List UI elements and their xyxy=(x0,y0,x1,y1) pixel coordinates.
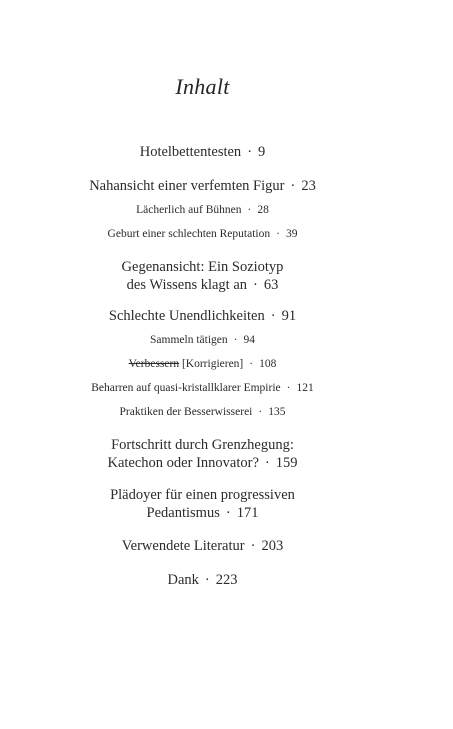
entry-page: 135 xyxy=(268,406,286,418)
separator: · xyxy=(233,334,238,346)
separator: · xyxy=(264,455,270,471)
toc-entry-line1 xyxy=(0,486,405,505)
entry-page: 63 xyxy=(263,277,279,293)
entry-title-continued: des Wissens klagt an xyxy=(126,277,248,293)
toc-subentry xyxy=(0,381,405,396)
entry-page: 108 xyxy=(259,358,277,370)
toc-subentry xyxy=(0,227,405,242)
toc-entry xyxy=(0,307,405,326)
entry-title: Lächerlich auf Bühnen xyxy=(136,204,242,216)
entry-page: 171 xyxy=(236,505,259,521)
toc-subentry xyxy=(0,333,405,348)
toc-entry xyxy=(0,143,405,162)
toc-entry xyxy=(0,177,405,196)
separator: · xyxy=(204,572,210,588)
separator: · xyxy=(276,228,280,240)
separator: · xyxy=(270,308,276,324)
entry-page: 91 xyxy=(281,308,297,324)
entry-page: 23 xyxy=(301,178,316,194)
separator: · xyxy=(253,277,258,293)
toc-subentry xyxy=(0,357,405,372)
entry-title: Hotelbettentesten xyxy=(139,144,242,160)
toc-title: Inhalt xyxy=(175,74,230,99)
toc-entry-line2 xyxy=(0,276,405,295)
entry-title: Praktiken der Besserwisserei xyxy=(119,406,253,418)
entry-title: [Korrigieren] xyxy=(181,358,244,370)
toc-subentry xyxy=(0,405,405,420)
separator: · xyxy=(286,382,291,394)
separator: · xyxy=(247,204,252,216)
separator: · xyxy=(258,406,263,418)
entry-page: 39 xyxy=(285,228,298,240)
entry-page: 94 xyxy=(243,334,255,346)
toc-entry-line2 xyxy=(0,504,405,523)
entry-title: Plädoyer für einen progressiven xyxy=(110,487,295,503)
struck-word: Verbessern xyxy=(128,358,180,370)
entry-page: 203 xyxy=(261,538,284,554)
entry-title: Verwendete Literatur xyxy=(121,538,245,554)
entry-title: Sammeln tätigen xyxy=(150,334,228,346)
separator: · xyxy=(225,505,231,521)
entry-title: Geburt einer schlechten Reputation xyxy=(107,228,271,240)
entry-title-continued: Pedantismus xyxy=(146,505,220,521)
separator: · xyxy=(249,358,254,370)
entry-title: Nahansicht einer verfemten Figur xyxy=(89,178,285,194)
entry-page: 159 xyxy=(275,455,298,471)
entry-title: Dank xyxy=(167,572,199,588)
toc-entry xyxy=(0,537,405,556)
toc-entry-line2 xyxy=(0,454,405,473)
separator: · xyxy=(247,144,253,160)
toc-entry-line1 xyxy=(0,436,405,455)
entry-page: 223 xyxy=(215,572,238,588)
entry-title: Schlechte Unendlichkeiten xyxy=(108,308,265,324)
toc-subentry xyxy=(0,203,405,218)
separator: · xyxy=(290,178,296,194)
entry-page: 121 xyxy=(296,382,314,394)
entry-page: 9 xyxy=(258,144,266,160)
separator: · xyxy=(250,538,256,554)
entry-page: 28 xyxy=(257,204,269,216)
entry-title-continued: Katechon oder Innovator? xyxy=(107,455,259,471)
entry-title: Fortschritt durch Grenzhegung: xyxy=(111,437,294,453)
entry-title: Gegenansicht: Ein Soziotyp xyxy=(121,259,284,275)
toc-entry-line1 xyxy=(0,258,405,277)
toc-entry xyxy=(0,571,405,590)
entry-title: Beharren auf quasi-kristallklarer Empirie xyxy=(91,382,281,394)
